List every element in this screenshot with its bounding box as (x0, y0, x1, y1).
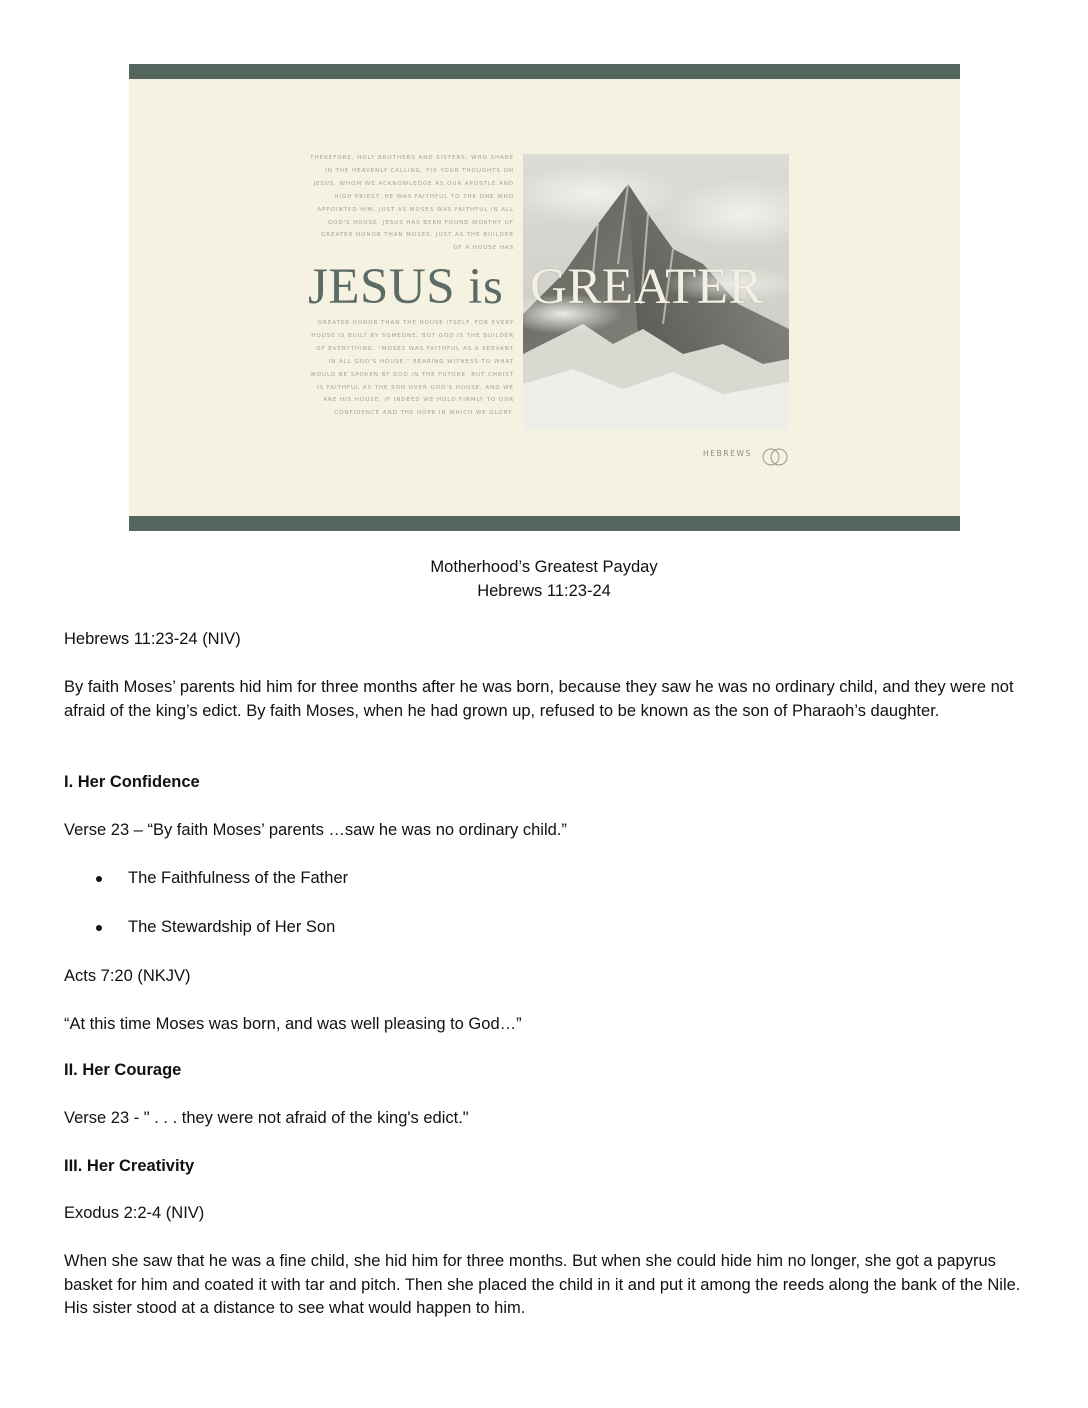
scripture-reference: Acts 7:20 (NKJV) (64, 967, 191, 985)
sermon-title: Motherhood’s Greatest Payday (430, 558, 658, 576)
scripture-passage: When she saw that he was a fine child, she hid him for three months. But when she could hide him no longer, she got a papyrus basket for him and coated it with tar and pitch. Then she placed the child in it and put it among the reeds along the bank of the Nile. His sister stood at a distance to see what would happen to him. (64, 1252, 1021, 1317)
banner-series-label: HEBREWS (703, 449, 752, 458)
bullet-item: The Faithfulness of the Father (128, 869, 349, 887)
sermon-subtitle: Hebrews 11:23-24 (477, 582, 611, 600)
bullet-item: The Stewardship of Her Son (128, 918, 336, 936)
banner-bottom-bar (129, 516, 960, 531)
verse-quote: Verse 23 – “By faith Moses’ parents …saw he was no ordinary child.” (64, 821, 567, 839)
banner-verse-top: THEREFORE, HOLY BROTHERS AND SISTERS, WHO SHARE IN THE HEAVENLY CALLING, FIX YOUR THOUGHTS ON JESUS, WHOM WE ACKNOWLEDGE AS OUR APOSTLE AND HIGH PRIEST. HE WAS FAITHFUL TO THE ONE WHO APPOINTED HIM, JUST AS MOSES WAS FAITHFUL IN ALL GOD'S HOUSE. JESUS HAS BEEN FOUND WORTHY OF GREATER HONOR THAN MOSES, JUST AS THE BUILDER OF A HOUSE HAS (310, 155, 514, 252)
sermon-banner (129, 64, 960, 531)
section-heading-creativity: III. Her Creativity (64, 1157, 195, 1175)
rings-logo-icon (761, 447, 789, 467)
section-heading-courage: II. Her Courage (64, 1061, 182, 1079)
banner-top-bar (129, 64, 960, 79)
bullet-icon (96, 876, 102, 882)
verse-quote: Verse 23 - " . . . they were not afraid of the king's edict." (64, 1109, 469, 1127)
banner-title-jesus-is: JESUS is (308, 259, 504, 315)
section-heading-confidence: I. Her Confidence (64, 773, 200, 791)
banner-title-greater: GREATER (530, 259, 763, 315)
banner-verse-bottom: GREATER HONOR THAN THE HOUSE ITSELF. FOR EVERY HOUSE IS BUILT BY SOMEONE, BUT GOD IS THE BUILDER OF EVERYTHING. "MOSES WAS FAITHFUL AS A SERVANT IN ALL GOD'S HOUSE," BEARING WITNESS TO WHAT WOULD BE SPOKEN BY GOD IN THE FUTURE. BUT CHRIST IS FAITHFUL AS THE SON OVER GOD'S HOUSE. AND WE ARE HIS HOUSE, IF INDEED WE HOLD FIRMLY TO OUR CONFIDENCE AND THE HOPE IN WHICH WE GLORY. (310, 320, 514, 417)
scripture-reference: Exodus 2:2-4 (NIV) (64, 1204, 205, 1222)
scripture-reference: Hebrews 11:23-24 (NIV) (64, 630, 241, 648)
scripture-quote: “At this time Moses was born, and was well pleasing to God…” (64, 1015, 522, 1033)
bullet-icon (96, 925, 102, 931)
scripture-passage: By faith Moses’ parents hid him for three months after he was born, because they saw he was no ordinary child, and they were not afraid of the king’s edict. By faith Moses, when he had grown up, refused to be known as the son of Pharaoh’s daughter. (64, 678, 1014, 720)
